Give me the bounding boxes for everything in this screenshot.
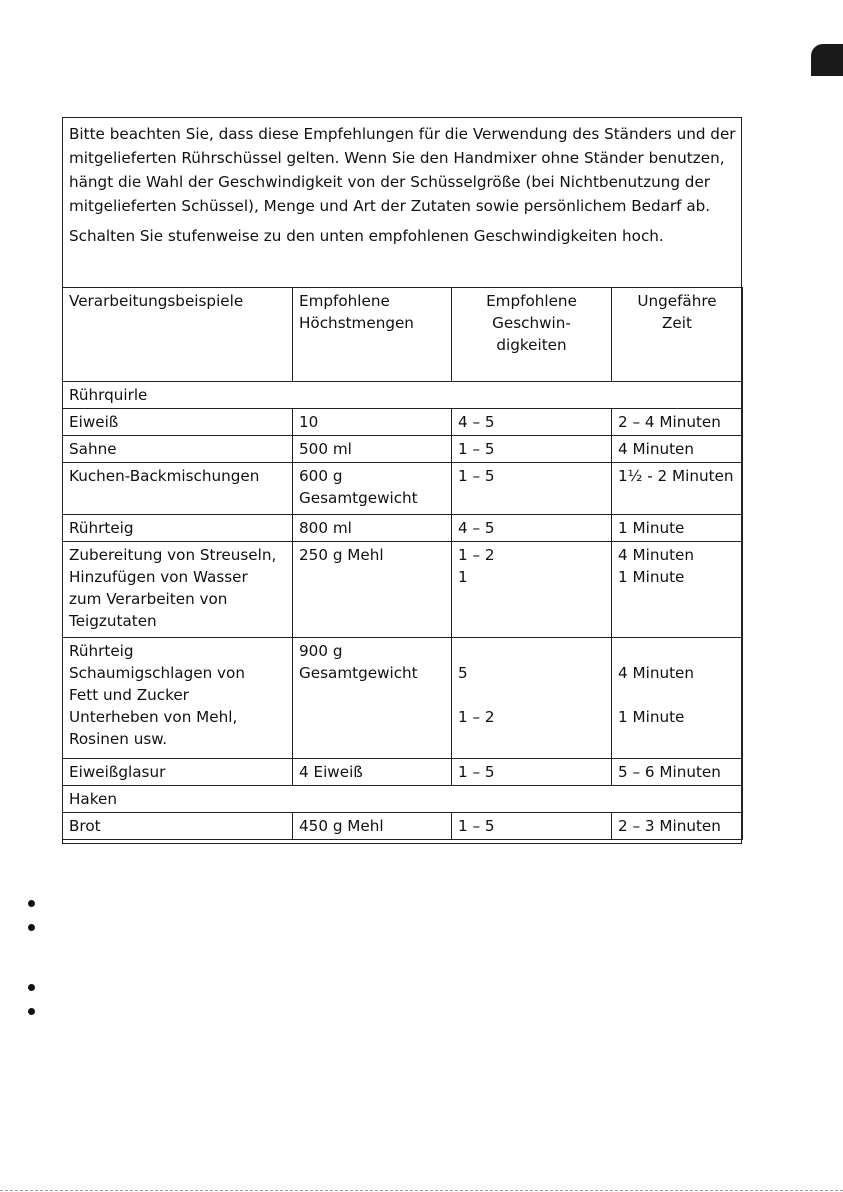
section-label: Rührquirle: [63, 382, 743, 409]
cell-amount: 800 ml: [293, 515, 452, 542]
cell-item: Sahne: [63, 436, 293, 463]
speed-table: [62, 287, 743, 840]
cell-speed: 5 1 – 2: [452, 638, 612, 759]
cell-time: 5 – 6 Minuten: [612, 759, 743, 786]
cell-amount: 500 ml: [293, 436, 452, 463]
cell-amount: 900 g Gesamtgewicht: [293, 638, 452, 759]
cell-item: Kuchen-Backmischungen: [63, 463, 293, 515]
recommendations-box: [62, 117, 742, 844]
cell-item: Eiweiß: [63, 409, 293, 436]
cell-item: Zubereitung von Streuseln, Hinzufügen von Wasser zum Verarbeiten von Teigzutaten: [63, 542, 293, 638]
cell-time: 4 Minuten: [612, 436, 743, 463]
cell-item: Brot: [63, 813, 293, 840]
cell-item: Eiweißglasur: [63, 759, 293, 786]
intro-paragraph-2: Schalten Sie stufenweise zu den unten empfohlenen Geschwindigkeiten hoch.: [69, 227, 664, 245]
cell-time: 2 – 3 Minuten: [612, 813, 743, 840]
table-row: [63, 759, 743, 786]
cell-amount: 600 g Gesamtgewicht: [293, 463, 452, 515]
cell-amount: 10: [293, 409, 452, 436]
bullet-item: [28, 900, 34, 924]
cell-amount: 450 g Mehl: [293, 813, 452, 840]
bullet-dot-icon: [28, 924, 35, 931]
bullet-item: [28, 924, 34, 948]
cell-time: 4 Minuten 1 Minute: [612, 638, 743, 759]
bullet-dot-icon: [28, 900, 35, 907]
header-examples: Verarbeitungsbeispiele: [63, 288, 293, 382]
section-row-hooks: [63, 786, 743, 813]
cell-item: Rührteig: [63, 515, 293, 542]
table-header-row: [63, 288, 743, 382]
cell-time: 4 Minuten 1 Minute: [612, 542, 743, 638]
table-row: [63, 542, 743, 638]
cell-speed: 4 – 5: [452, 409, 612, 436]
bullet-dot-icon: [28, 1008, 35, 1015]
cell-time: 2 – 4 Minuten: [612, 409, 743, 436]
cell-speed: 1 – 5: [452, 463, 612, 515]
bullet-dot-icon: [28, 984, 35, 991]
cell-time: 1½ - 2 Minuten: [612, 463, 743, 515]
table-row: [63, 463, 743, 515]
cell-time: 1 Minute: [612, 515, 743, 542]
cell-speed: 1 – 5: [452, 759, 612, 786]
header-amounts: Empfohlene Höchstmengen: [293, 288, 452, 382]
header-speeds: Empfohlene Geschwin- digkeiten: [452, 288, 612, 382]
bullet-item: [28, 1008, 34, 1032]
section-label: Haken: [63, 786, 743, 813]
intro-text: [69, 122, 737, 248]
cell-speed: 1 – 2 1: [452, 542, 612, 638]
table-row: [63, 436, 743, 463]
cell-amount: 250 g Mehl: [293, 542, 452, 638]
page-bottom-edge: [0, 1190, 843, 1191]
table-row: [63, 515, 743, 542]
cell-speed: 1 – 5: [452, 813, 612, 840]
table-row: [63, 638, 743, 759]
cell-speed: 1 – 5: [452, 436, 612, 463]
bullet-item: [28, 984, 34, 1008]
intro-paragraph-1: Bitte beachten Sie, dass diese Empfehlungen für die Verwendung des Ständers und der mitgelieferten Rührschüssel gelten. Wenn Sie den Handmixer ohne Ständer benutzen, hängt die Wahl der Geschwindigkeit von der Schüsselgröße (bei Nichtbenutzung der mitgelieferten Schüssel), Menge und Art der Zutaten sowie persönlichem Bedarf ab.: [69, 125, 736, 215]
table-row: [63, 409, 743, 436]
header-time: Ungefähre Zeit: [612, 288, 743, 382]
cell-speed: 4 – 5: [452, 515, 612, 542]
page-tab-marker: [811, 44, 843, 76]
cell-item: Rührteig Schaumigschlagen von Fett und Zucker Unterheben von Mehl, Rosinen usw.: [63, 638, 293, 759]
cell-amount: 4 Eiweiß: [293, 759, 452, 786]
table-row: [63, 813, 743, 840]
section-row-whisks: [63, 382, 743, 409]
